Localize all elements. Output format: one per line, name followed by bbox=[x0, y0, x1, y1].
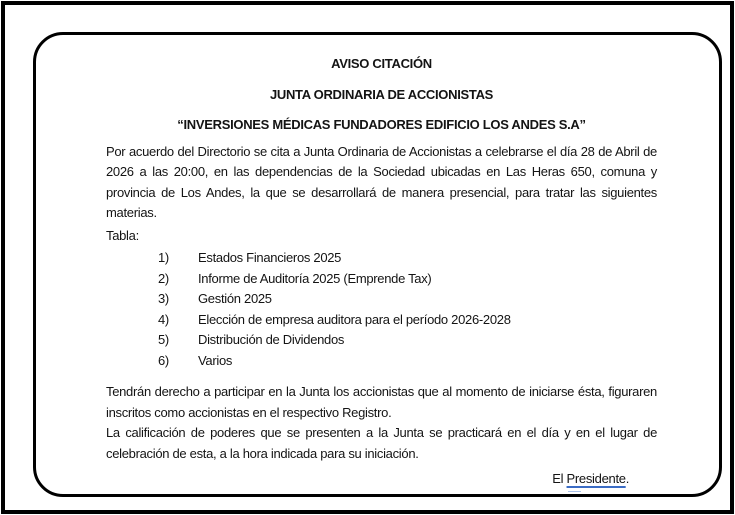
proxy-qualification-paragraph: La calificación de poderes que se presenten a la Junta se practicará en el día y en el lugar de celebración de esta, a la hora indicada para su iniciación. bbox=[106, 425, 657, 461]
agenda-item-text: Estados Financieros 2025 bbox=[198, 250, 342, 265]
outer-border-frame bbox=[1, 1, 734, 514]
agenda-item-number: 5) bbox=[158, 332, 169, 347]
signature-prefix: El bbox=[552, 471, 567, 486]
agenda-item-5 bbox=[106, 330, 657, 351]
participation-paragraph: Tendrán derecho a participar en la Junta los accionistas que al momento de iniciarse ésta, figuraren inscritos como accionistas en el respectivo Registro. bbox=[106, 384, 657, 420]
agenda-item-text: Elección de empresa auditora para el período 2026-2028 bbox=[198, 311, 511, 327]
agenda-item-text: Gestión 2025 bbox=[198, 291, 272, 306]
agenda-label: Tabla: bbox=[106, 227, 139, 243]
agenda-item-3 bbox=[106, 289, 657, 310]
notice-content bbox=[36, 38, 719, 494]
signature-suffix: . bbox=[625, 471, 629, 486]
agenda-item-text: Informe de Auditoría 2025 (Emprende Tax) bbox=[198, 270, 432, 286]
notice-title: AVISO CITACIÓN bbox=[331, 56, 432, 71]
agenda-item-text: Distribución de Dividendos bbox=[198, 332, 345, 347]
agenda-item-2 bbox=[106, 269, 657, 290]
agenda-list bbox=[106, 248, 657, 371]
agenda-item-number: 6) bbox=[158, 352, 169, 368]
company-name-title: “INVERSIONES MÉDICAS FUNDADORES EDIFICIO LOS ANDES S.A” bbox=[177, 117, 586, 132]
agenda-item-number: 3) bbox=[158, 291, 169, 306]
agenda-item-4 bbox=[106, 310, 657, 331]
intro-paragraph: Por acuerdo del Directorio se cita a Junta Ordinaria de Accionistas a celebrarse el día 28 de Abril de 2026 a las 20:00, en las dependencias de la Sociedad ubicadas en Las Heras 650, comuna y provincia de Los Andes, la que se desarrollará de manera presencial, para tratar las siguientes materias. bbox=[106, 143, 657, 220]
agenda-item-number: 1) bbox=[158, 250, 169, 265]
agenda-item-number: 4) bbox=[158, 311, 169, 327]
agenda-item-6 bbox=[106, 351, 657, 372]
meeting-type-title: JUNTA ORDINARIA DE ACCIONISTAS bbox=[269, 86, 494, 102]
agenda-item-1 bbox=[106, 248, 657, 269]
signature-line bbox=[106, 469, 657, 490]
signature-name-underlined: Presidente bbox=[566, 471, 626, 486]
agenda-item-text: Varios bbox=[198, 352, 233, 368]
agenda-item-number: 2) bbox=[158, 270, 169, 286]
notice-rounded-frame bbox=[33, 32, 722, 497]
